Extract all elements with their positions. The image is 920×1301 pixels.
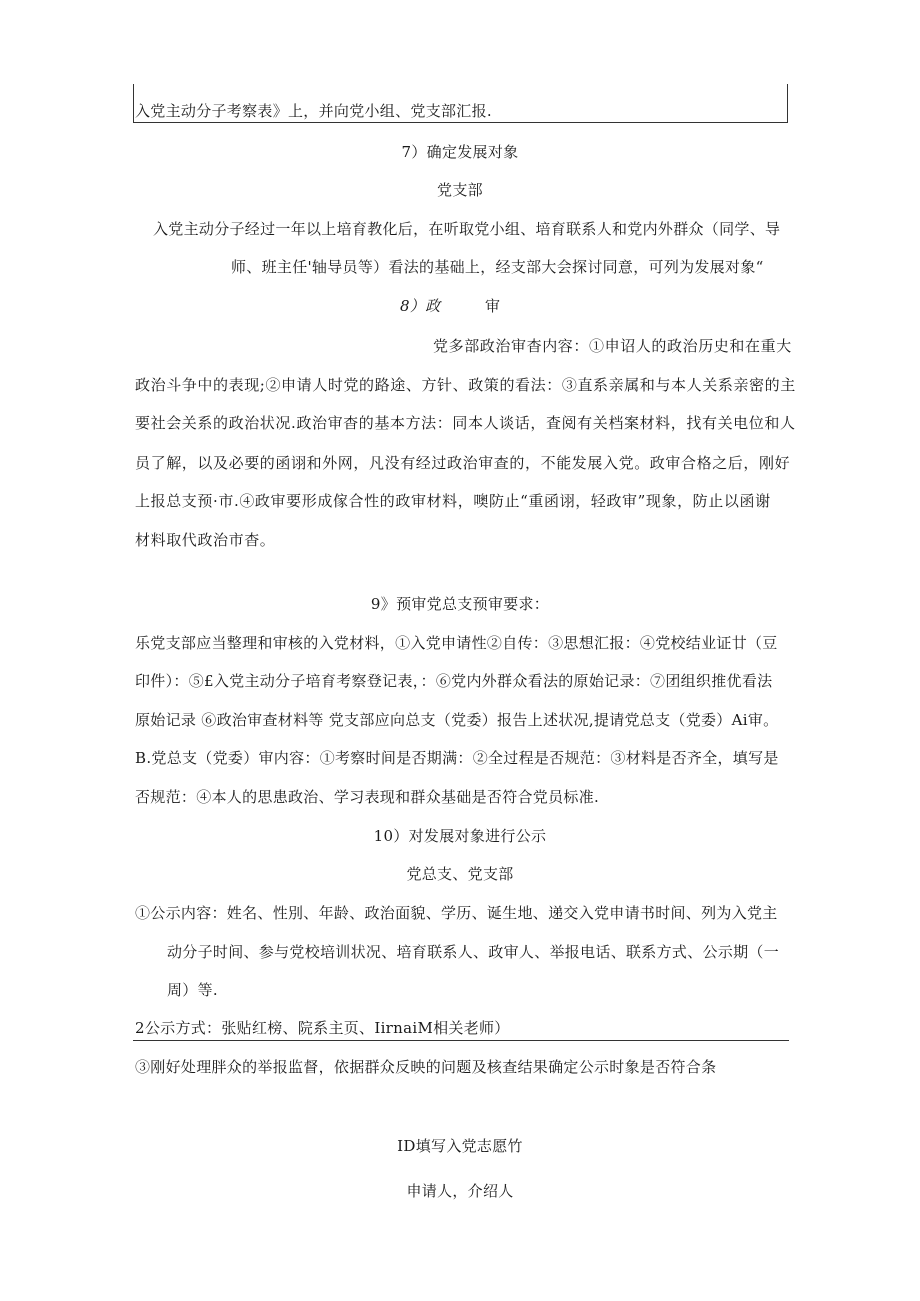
section-8-line-6: 材料取代政治市杳。 — [135, 531, 276, 549]
section-10-owner: 党总支、党支部 — [406, 865, 514, 883]
section-8-line-3: 要社会关系的政治状况.政治审杳的基本方法：同本人谈话，査阅有关档案材料，找有关电位和人 — [135, 414, 796, 432]
section-9-title: 9》预审党总支预审要求： — [370, 595, 550, 613]
section-11-title: ID填写入党志愿竹 — [397, 1137, 523, 1155]
section-11-owner: 申请人，介绍人 — [406, 1182, 514, 1200]
section-10-line-5: ③刚好处理胖众的举报监督，依据群众反映的问题及核查结果确定公示时象是否符合条 — [135, 1058, 717, 1076]
section-10-title: 10）对发展对象进行公示 — [373, 827, 547, 845]
section-9-line-1: 乐党支部应当整理和审核的入党材料，①入党申请性②自传：③思想汇报：④党校结业证廿（豆 — [135, 634, 778, 652]
section-7-para-line-2: 师、班主任'轴导员等）看法的基础上，经支部大会探讨同意，可列为发展对象“ — [231, 258, 764, 276]
section-8-line-4: 员了解，以及必要的函诩和外网，凡没有经过政治审查的，不能发展入党。政审合格之后，刚好 — [135, 454, 791, 472]
section-10-line-2: 动分子时间、参与党校培训状况、培育联系人、政审人、举报电话、联系方式、公示期（一 — [167, 943, 780, 961]
section-7-title: 7）确定发展对象 — [401, 143, 519, 161]
section-7-owner: 党支部 — [437, 181, 483, 199]
section-8-line-2: 政治斗争中的表现;②申请人时党的路途、方针、政策的看法：③直系亲属和与本人关系亲密的主 — [135, 376, 796, 394]
section-10-line-3: 周）等. — [167, 981, 218, 999]
horizontal-rule — [133, 1040, 789, 1041]
section-10-line-1: ①公示内容：姓名、性別、年龄、政治面貌、学历、诞生地、递交入党申请书时间、列为入党主 — [135, 904, 778, 922]
section-8-title-part-2: 审 — [485, 297, 501, 315]
section-8-line-1: 党多部政治审杳内容：①申诏人的政治历史和在重大 — [433, 337, 792, 355]
section-9-line-3: 原始记录 ⑥政治审查材料等 党支部应向总支（党委）报告上述状况,提请党总支（党委）Ai审。 — [135, 711, 779, 729]
section-8-title-part-1: 8）政 — [400, 297, 441, 315]
section-7-para-line-1: 入党主动分子经过一年以上培育教化后，在听取党小组、培育联系人和党内外群众（同学、导 — [153, 220, 781, 238]
section-9-line-4: B.党总支（党委）审内容：①考察时间是否期满：②全过程是否规范：③材料是否齐全，填写是 — [135, 749, 779, 767]
section-8-line-5: 上报总支预·市.④政审要形成傢合性的政审材料，噢防止“重函诩，轻政审”现象，防止以函谢 — [135, 492, 771, 510]
section-9-line-5: 否规范：④本人的思患政治、学习表现和群众基础是否符合党员标准. — [135, 788, 600, 806]
table-cell-text: 入党主动分子考察表》上，并向党小组、党支部汇报. — [135, 102, 492, 120]
section-10-line-4: 2公示方式：张贴红榜、院系主页、IirnaiM相关老师） — [135, 1019, 510, 1037]
section-9-line-2: 印件）：⑤£入党主动分子培育考察登记表，：⑥党内外群众看法的原始记录：⑦团组织推优看法 — [135, 672, 773, 690]
